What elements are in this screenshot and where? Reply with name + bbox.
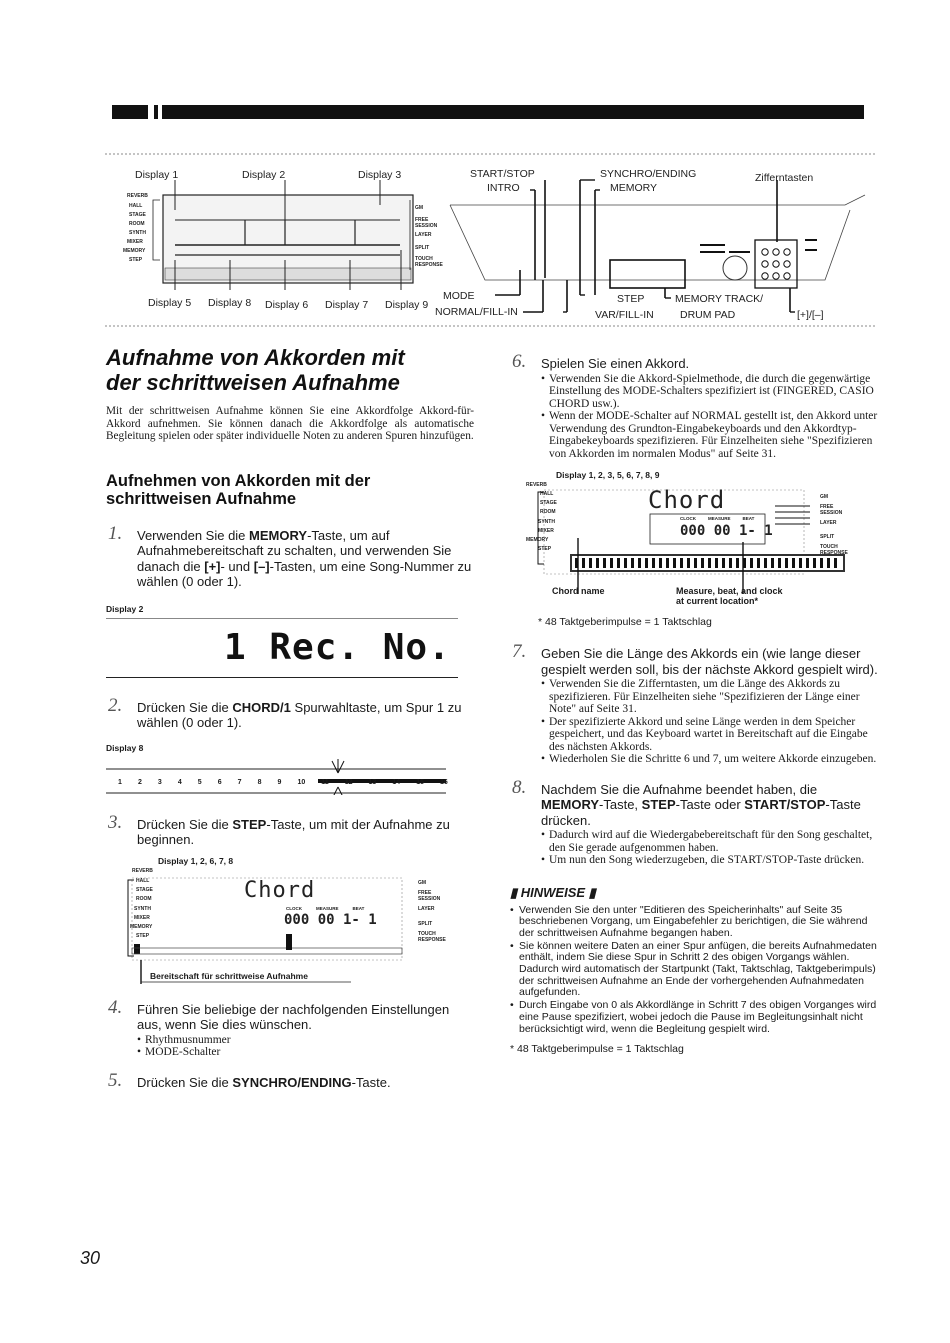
step-2 xyxy=(106,694,474,731)
header-bar xyxy=(112,105,864,119)
lcd-counter: 000 00 1- 1 xyxy=(680,523,773,539)
lcd-side-hall: HALL xyxy=(136,877,150,884)
step-8 xyxy=(510,776,880,867)
step-4-bullets xyxy=(137,1034,474,1059)
lcd-side-gm: GM xyxy=(418,879,427,886)
step-text: Verwenden Sie die xyxy=(137,527,250,543)
diagram-label-display3: Display 3 xyxy=(358,169,402,181)
diagram-label-mode: MODE xyxy=(443,290,475,302)
bullet-item: • Der spezifizierte Akkord und seine Länge werden in dem Speicher gespeichert, und das Keyboard wartet in Bereitschaft auf die Eingabe des nächsten Akkords. xyxy=(541,716,880,754)
caption-chord-name: Chord name xyxy=(552,586,605,596)
caption-measure-line2: at current location* xyxy=(676,596,759,606)
clock-label: CLOCK xyxy=(680,516,696,521)
key-name: START/STOP xyxy=(744,797,826,812)
clock-label: CLOCK xyxy=(286,905,302,911)
section-title xyxy=(106,345,474,395)
key-name: STEP xyxy=(641,797,676,812)
lcd-side-mixer: MIXER xyxy=(538,528,554,534)
side-label-mixer: MIXER xyxy=(127,239,143,245)
bullet-item: • Wenn der MODE-Schalter auf NORMAL gestellt ist, den Akkord unter Verwendung des Grundton-Eingabekeyboards und den Akkordtyp-Eingabekeyboards spezifizieren. Für Einzelheiten siehe "Spezifizieren von Akkorden im normalen Modus" auf Seite 31. xyxy=(541,410,880,460)
step-text: -Taste, um auf Aufnahmebereitschaft zu schalten, und verwenden Sie danach die xyxy=(137,527,452,574)
step-4 xyxy=(106,996,474,1059)
key-name: SYNCHRO/ENDING xyxy=(232,1074,352,1090)
side-label-room: ROOM xyxy=(129,221,145,227)
display2-text: 1 Rec. No. xyxy=(224,626,451,668)
bullet-item: • Wiederholen Sie die Schritte 6 und 7, um weitere Akkorde einzugeben. xyxy=(541,753,880,766)
step-text: Führen Sie beliebige der nachfolgenden Einstellungen aus, wenn Sie dies wünschen. xyxy=(137,1001,450,1032)
side-label-memory: MEMORY xyxy=(123,248,146,254)
display8-track-row xyxy=(106,755,474,795)
side-label-touch-response: TOUCH RESPONSE xyxy=(415,256,443,268)
step-8-bullets xyxy=(541,829,880,867)
lcd-side-mixer: MIXER xyxy=(134,914,150,921)
lcd-side-free-session: FREE SESSION xyxy=(418,889,441,902)
bullet-item: • Verwenden Sie die Akkord-Spielmethode, die durch die gegenwärtige Einstellung des MODE-Schalters spezifiziert ist (FINGERED, CASIO CHORD usw.). xyxy=(541,373,880,411)
diagram-label-plus-minus: [+]/[–] xyxy=(797,309,824,321)
diagram-label-memory: MEMORY xyxy=(610,182,658,194)
side-label-gm: GM xyxy=(415,205,424,211)
step-6-bullets xyxy=(541,373,880,461)
display-all-lcd xyxy=(510,482,880,606)
lcd-clock-labels xyxy=(680,516,754,521)
key-name: MEMORY xyxy=(249,527,308,543)
diagram-label-var-fill-in: VAR/FILL-IN xyxy=(595,309,654,321)
diagram-label-memory-track: MEMORY TRACK/ xyxy=(675,293,764,305)
step-number: 5. xyxy=(108,1069,123,1091)
hinweis-item: • Sie können weitere Daten an einer Spur anfügen, die bereits Aufnahmedaten enthält, indem Sie diese Spur in Schritt 2 des obigen Vorgangs wählen. Dadurch wird automatisch der Startpunkt (Takt, Taktschlag, Taktgeberimpuls) der schrittweisen Aufnahme an Ende der vorhergehenden Aufnahmedaten aufgefunden. xyxy=(510,941,880,1000)
side-label-layer: LAYER xyxy=(415,232,432,238)
footnote-clock: * 48 Taktgeberimpulse = 1 Taktschlag xyxy=(538,616,712,628)
step-text: Drücken Sie die xyxy=(137,816,233,832)
step-1 xyxy=(106,522,474,590)
step-text: Geben Sie die Länge des Akkords ein (wie lange dieser gespielt werden soll, bis der nächste Akkord gespielt wird). xyxy=(541,646,878,677)
step-number: 3. xyxy=(108,811,123,833)
step-text: Drücken Sie die xyxy=(137,699,233,715)
subsection-title xyxy=(106,472,474,508)
hinweise-title xyxy=(510,885,880,901)
display8-track-numbers xyxy=(118,779,448,786)
track-number: 14 xyxy=(392,778,401,786)
bullet-item: • Um nun den Song wiederzugeben, die START/STOP-Taste drücken. xyxy=(541,854,880,867)
lcd-side-reverb: REVERB xyxy=(526,482,547,488)
bullet-item: • MODE-Schalter xyxy=(137,1046,474,1059)
lcd-side-layer: LAYER xyxy=(418,905,435,912)
step-6 xyxy=(510,351,880,460)
hinweise-box xyxy=(510,885,880,1056)
diagram-label-display6: Display 6 xyxy=(265,299,309,311)
lcd-side-reverb: REVERB xyxy=(132,867,153,874)
key-name: STEP xyxy=(232,816,267,832)
lcd-counter: 000 00 1- 1 xyxy=(284,911,377,928)
hinweis-item: • Verwenden Sie den unter "Editieren des Speicherinhalts" auf Seite 35 beschriebenen Vorgang, um Eingabefehler zu berichtigen, die Sie während der schrittweisen Aufnahme begangen haben. xyxy=(510,905,880,940)
lcd-side-memory: MEMORY xyxy=(526,537,549,543)
diagram-label-normal-fill-in: NORMAL/FILL-IN xyxy=(435,306,518,318)
bullet-item: • Verwenden Sie die Zifferntasten, um die Länge des Akkords zu spezifizieren. Für Einzelheiten siehe "Spezifizieren der Länge einer Note" auf Seite 31. xyxy=(541,678,880,716)
side-label-reverb: REVERB xyxy=(127,193,148,199)
lcd-side-synth: SYNTH xyxy=(538,519,555,525)
step-5 xyxy=(106,1069,474,1091)
side-label-stage: STAGE xyxy=(129,212,146,218)
step-text: -Taste, um mit der Aufnahme zu beginnen. xyxy=(137,816,450,847)
hinweise-list xyxy=(510,905,880,1036)
key-name: [–] xyxy=(253,558,270,574)
diagram-label-zifferntasten: Zifferntasten xyxy=(755,172,814,184)
caption-step-ready: Bereitschaft für schrittweise Aufnahme xyxy=(150,970,308,981)
lcd-side-synth: SYNTH xyxy=(134,905,151,912)
hinweise-title-text: HINWEISE xyxy=(520,884,586,900)
diagram-label-intro: INTRO xyxy=(487,182,520,194)
step-text: -Tasten, um eine Song-Nummer zu wählen (0 oder 1). xyxy=(137,558,472,589)
diagram-label-display9: Display 9 xyxy=(385,299,429,311)
track-number: 1 xyxy=(118,778,122,786)
lcd-side-gm: GM xyxy=(820,494,829,500)
diagram-label-step: STEP xyxy=(617,293,645,305)
step-number: 7. xyxy=(512,641,527,662)
display-label: Display 1, 2, 3, 5, 6, 7, 8, 9 xyxy=(556,470,660,480)
display2-lcd xyxy=(106,618,458,678)
track-number: 4 xyxy=(177,778,182,786)
track-number: 9 xyxy=(277,778,282,786)
step-number: 2. xyxy=(108,694,123,716)
step-text: -Taste, xyxy=(599,797,642,812)
track-number: 13 xyxy=(368,778,377,786)
step-text: Drücken Sie die xyxy=(137,1074,233,1090)
step-text: - und xyxy=(220,558,254,574)
side-label-free-session: FREE SESSION xyxy=(415,217,438,229)
track-number: 16 xyxy=(440,778,448,786)
lcd-side-touch-response: TOUCH RESPONSE xyxy=(418,930,446,943)
track-number: 10 xyxy=(297,778,306,786)
lcd-side-hall: HALL xyxy=(540,491,554,497)
display-label: Display 8 xyxy=(106,742,144,753)
hinweise-mark-left: ▮ xyxy=(510,884,521,900)
lcd-clock-labels xyxy=(286,906,364,911)
track-number: 15 xyxy=(416,778,424,786)
header-notch xyxy=(148,105,154,119)
lcd-side-touch-response: TOUCH RESPONSE xyxy=(820,544,848,556)
page-number: 30 xyxy=(80,1248,101,1268)
lcd-side-split: SPLIT xyxy=(418,920,433,927)
track-number: 5 xyxy=(197,778,202,786)
lcd-chord: Chord xyxy=(648,486,726,514)
step-text: -Taste. xyxy=(351,1074,391,1090)
step-text: Spielen Sie einen Akkord. xyxy=(541,356,690,371)
measure-label: MEASURE xyxy=(708,516,731,521)
side-label-hall: HALL xyxy=(129,203,143,209)
track-number: 3 xyxy=(157,778,162,786)
intro-paragraph: Mit der schrittweisen Aufnahme können Sie eine Akkordfolge Akkord-für-Akkord aufnehmen. Sie können danach die Akkordfolge als automatische Begleitung spielen oder später individuelle Noten zu anderen Spuren hinzufügen. xyxy=(106,405,474,442)
header-notch xyxy=(158,105,162,119)
hinweis-item: • Durch Eingabe von 0 als Akkordlänge in Schritt 7 des obigen Vorganges wird eine Pause spezifiziert, wobei jedoch die Pause im Begleitungsinhalt nicht berücksichtigt wird, wenn die Begleitung gespielt wird. xyxy=(510,1000,880,1035)
right-column xyxy=(510,351,880,1056)
key-name: MEMORY xyxy=(541,797,600,812)
subsection-title-line2: schrittweisen Aufnahme xyxy=(106,489,297,508)
diagram-label-display7: Display 7 xyxy=(325,299,369,311)
track-number: 12 xyxy=(344,778,353,786)
step-7-bullets xyxy=(541,678,880,766)
step-3 xyxy=(106,811,474,848)
lcd-side-stage: STAGE xyxy=(136,886,153,893)
display8-drawing xyxy=(106,755,446,795)
beat-label: BEAT xyxy=(352,905,365,911)
lcd-side-split: SPLIT xyxy=(820,534,835,540)
display-label: Display 1, 2, 6, 7, 8 xyxy=(158,855,234,866)
lcd-chord: Chord xyxy=(244,877,316,903)
diagram-label-synchro-ending: SYNCHRO/ENDING xyxy=(600,168,697,180)
lcd-side-layer: LAYER xyxy=(820,520,837,526)
step-text: -Taste oder xyxy=(675,797,745,812)
step-text: Nachdem Sie die Aufnahme beendet haben, die xyxy=(541,781,818,797)
diagram-label-display8: Display 8 xyxy=(208,297,252,309)
step-number: 6. xyxy=(512,351,527,372)
track-number: 11 xyxy=(321,778,329,786)
step-number: 8. xyxy=(512,776,527,798)
diagram-label-start-stop: START/STOP xyxy=(470,168,535,180)
caption-measure-line1: Measure, beat, and clock xyxy=(676,586,783,596)
diagram-label-display5: Display 5 xyxy=(148,297,192,309)
measure-label: MEASURE xyxy=(316,905,339,911)
track-number: 8 xyxy=(257,778,262,786)
side-label-split: SPLIT xyxy=(415,245,430,251)
footnote-clock-2: * 48 Taktgeberimpulse = 1 Taktschlag xyxy=(510,1043,684,1056)
beat-label: BEAT xyxy=(742,516,755,521)
step-text: Spurwahltaste, um Spur 1 zu wählen (0 oder 1). xyxy=(137,699,462,730)
section-title-line1: Aufnahme von Akkorden mit xyxy=(106,345,405,370)
lcd-side-free-session: FREE SESSION xyxy=(820,504,843,516)
lcd-side-step: STEP xyxy=(136,932,150,939)
lcd-side-step: STEP xyxy=(538,546,552,552)
diagram-label-display2: Display 2 xyxy=(242,169,286,181)
lcd-side-memory: MEMORY xyxy=(130,923,153,930)
step-7 xyxy=(510,641,880,766)
lcd-side-room: ROOM xyxy=(136,895,152,902)
subsection-title-line1: Aufnehmen von Akkorden mit der xyxy=(106,471,371,490)
diagram-label-drum-pad: DRUM PAD xyxy=(680,309,736,321)
track-number: 7 xyxy=(237,778,242,786)
keyboard-diagram xyxy=(105,150,875,330)
step-text: -Taste drücken. xyxy=(541,797,861,828)
diagram-label-display1: Display 1 xyxy=(135,169,179,181)
side-label-synth: SYNTH xyxy=(129,230,146,236)
track-number: 6 xyxy=(217,778,222,786)
step-number: 1. xyxy=(108,522,123,544)
lcd-side-room: ROOM xyxy=(540,509,556,515)
section-title-line2: der schrittweisen Aufnahme xyxy=(106,370,400,395)
display-1268-lcd xyxy=(106,868,474,986)
lcd-side-stage: STAGE xyxy=(540,500,557,506)
side-label-step: STEP xyxy=(129,257,143,263)
hinweise-mark-right: ▮ xyxy=(585,884,596,900)
track-number: 2 xyxy=(137,778,142,786)
bullet-item: • Rhythmusnummer xyxy=(137,1034,474,1047)
step-number: 4. xyxy=(108,996,123,1018)
bullet-item: • Dadurch wird auf die Wiedergabebereitschaft für den Song geschaltet, den Sie gerade aufgenommen haben. xyxy=(541,829,880,854)
display-label: Display 2 xyxy=(106,603,144,614)
key-name: [+] xyxy=(204,558,221,574)
key-name: CHORD/1 xyxy=(232,699,291,715)
left-column xyxy=(106,345,474,1090)
